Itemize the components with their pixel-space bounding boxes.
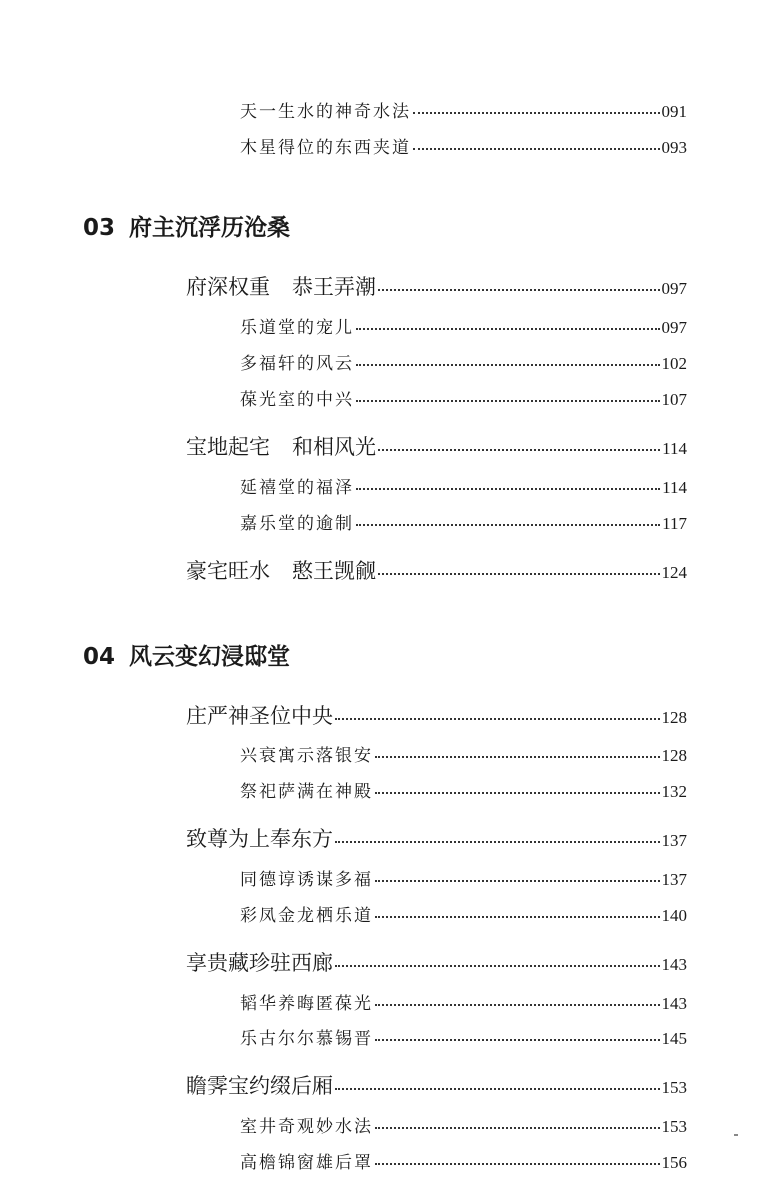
toc-entry-page: 107 <box>661 390 687 409</box>
dot-leader <box>375 792 660 794</box>
dot-leader <box>375 1127 660 1129</box>
toc-entry-title: 延禧堂的福泽 <box>240 478 354 498</box>
toc-entry <box>240 1024 687 1050</box>
dot-leader <box>356 400 660 402</box>
toc-section-title: 宝地起宅 和相风光 <box>186 435 376 459</box>
dot-leader <box>356 488 660 490</box>
toc-entry-page: 128 <box>661 746 687 765</box>
toc-entry-title: 兴衰寓示落银安 <box>240 746 373 766</box>
toc-entry <box>240 1112 687 1138</box>
toc-entry-page: 143 <box>661 994 687 1013</box>
chapter-title: 府主沉浮历沧桑 <box>129 215 290 241</box>
scan-speck <box>734 1134 738 1136</box>
toc-entry-title: 木星得位的东西夹道 <box>240 138 411 158</box>
toc-entry-title: 韬华养晦匿葆光 <box>240 994 373 1014</box>
toc-section <box>186 271 687 301</box>
toc-entry <box>240 509 687 535</box>
toc-entry <box>240 473 687 499</box>
dot-leader <box>335 1088 660 1090</box>
toc-entry <box>240 901 687 927</box>
toc-section-title: 瞻霁宝约缀后厢 <box>186 1074 333 1098</box>
toc-entry-page: 117 <box>662 514 687 533</box>
toc-entry-page: 093 <box>661 138 687 157</box>
toc-entry <box>240 1148 687 1174</box>
dot-leader <box>375 880 660 882</box>
toc-entry-title: 祭祀萨满在神殿 <box>240 782 373 802</box>
toc-entry-page: 132 <box>661 782 687 801</box>
toc-entry-title: 多福轩的风云 <box>240 354 354 374</box>
toc-entry-page: 156 <box>661 1153 687 1172</box>
toc-entry <box>240 313 687 339</box>
toc-entry-page: 145 <box>661 1029 687 1048</box>
dot-leader <box>375 1039 660 1041</box>
toc-entry-page: 102 <box>661 354 687 373</box>
dot-leader <box>335 965 660 967</box>
toc-entry-title: 同德谆诱谋多福 <box>240 870 373 890</box>
dot-leader <box>356 328 660 330</box>
dot-leader <box>356 364 660 366</box>
toc-section-page: 124 <box>661 563 687 582</box>
toc-entry-page: 114 <box>662 478 687 497</box>
dot-leader <box>356 524 660 526</box>
toc-section-title: 府深权重 恭王弄潮 <box>186 275 376 299</box>
dot-leader <box>335 718 660 720</box>
toc-entry-title: 彩凤金龙栖乐道 <box>240 906 373 926</box>
toc-section-title: 庄严神圣位中央 <box>186 704 333 728</box>
toc-entry-title: 嘉乐堂的逾制 <box>240 514 354 534</box>
toc-entry-title: 天一生水的神奇水法 <box>240 102 411 122</box>
toc-entry-title: 乐古尔尔慕锡晋 <box>240 1029 373 1049</box>
toc-section-page: 114 <box>662 439 687 458</box>
toc-section <box>186 431 687 461</box>
toc-section-title: 享贵藏珍驻西廊 <box>186 951 333 975</box>
toc-section-page: 097 <box>661 279 687 298</box>
dot-leader <box>375 756 660 758</box>
toc-section <box>186 555 687 585</box>
toc-entry-page: 137 <box>661 870 687 889</box>
chapter-number: 04 <box>83 644 116 670</box>
toc-section-page: 143 <box>661 955 687 974</box>
toc-entry-page: 091 <box>661 102 687 121</box>
toc-section <box>186 947 687 977</box>
chapter-heading <box>83 209 290 242</box>
toc-entry <box>240 989 687 1015</box>
toc-entry <box>240 741 687 767</box>
toc-section-page: 128 <box>661 708 687 727</box>
toc-entry-title: 室井奇观妙水法 <box>240 1117 373 1137</box>
toc-section <box>186 700 687 730</box>
toc-entry <box>240 385 687 411</box>
chapter-title: 风云变幻浸邸堂 <box>129 644 290 670</box>
dot-leader <box>378 289 660 291</box>
toc-entry <box>240 133 687 159</box>
chapter-number: 03 <box>83 215 116 241</box>
dot-leader <box>375 916 660 918</box>
toc-section-title: 致尊为上奉东方 <box>186 827 333 851</box>
toc-section <box>186 1070 687 1100</box>
dot-leader <box>375 1004 660 1006</box>
dot-leader <box>375 1163 660 1165</box>
toc-section <box>186 823 687 853</box>
dot-leader <box>413 112 660 114</box>
dot-leader <box>378 449 660 451</box>
toc-entry <box>240 777 687 803</box>
chapter-heading <box>83 638 290 671</box>
toc-section-page: 153 <box>661 1078 687 1097</box>
toc-entry-page: 097 <box>661 318 687 337</box>
dot-leader <box>413 148 660 150</box>
toc-entry <box>240 97 687 123</box>
toc-entry <box>240 865 687 891</box>
toc-entry-title: 高檐锦窗雄后罩 <box>240 1153 373 1173</box>
dot-leader <box>335 841 660 843</box>
toc-entry-title: 葆光室的中兴 <box>240 390 354 410</box>
toc-section-page: 137 <box>661 831 687 850</box>
toc-entry-page: 140 <box>661 906 687 925</box>
toc-entry-page: 153 <box>661 1117 687 1136</box>
toc-section-title: 豪宅旺水 憨王觊觎 <box>186 559 376 583</box>
toc-entry-title: 乐道堂的宠儿 <box>240 318 354 338</box>
toc-entry <box>240 349 687 375</box>
dot-leader <box>378 573 660 575</box>
